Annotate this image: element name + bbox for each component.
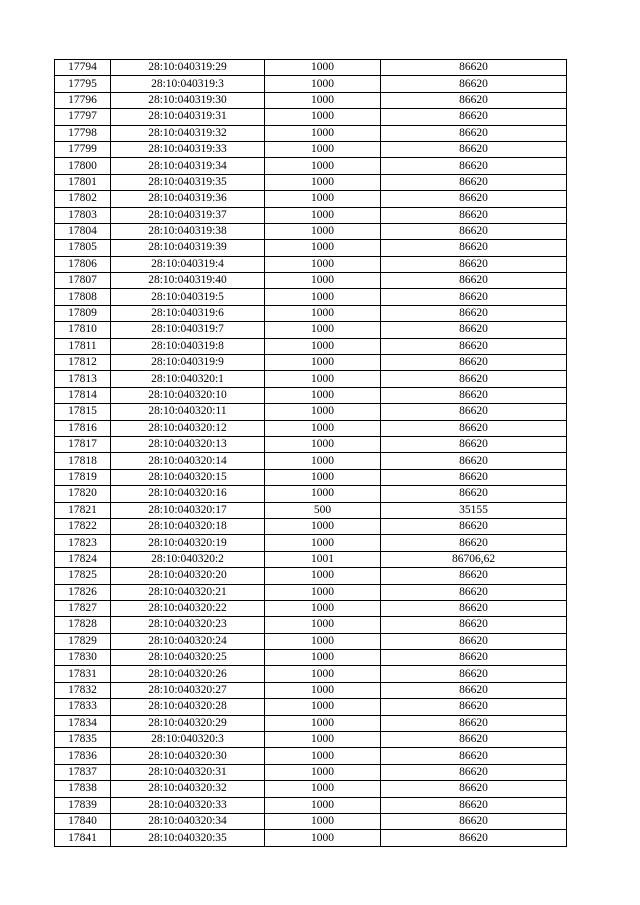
table-row bbox=[55, 256, 567, 272]
table-row bbox=[55, 633, 567, 649]
cadastral-number-cell: 28:10:040319:35 bbox=[111, 174, 265, 190]
table-row bbox=[55, 76, 567, 92]
table-row bbox=[55, 600, 567, 616]
cadastral-number-cell: 28:10:040320:32 bbox=[111, 781, 265, 797]
table-row bbox=[55, 699, 567, 715]
cadastral-number-cell: 28:10:040320:3 bbox=[111, 732, 265, 748]
cadastral-number-cell: 28:10:040319:9 bbox=[111, 355, 265, 371]
table-row bbox=[55, 60, 567, 76]
value-cell: 86620 bbox=[381, 813, 567, 829]
value-cell: 86620 bbox=[381, 305, 567, 321]
value-cell: 86620 bbox=[381, 125, 567, 141]
row-number-cell: 17822 bbox=[55, 518, 111, 534]
area-cell: 1000 bbox=[265, 289, 381, 305]
cadastral-number-cell: 28:10:040320:31 bbox=[111, 764, 265, 780]
row-number-cell: 17841 bbox=[55, 830, 111, 846]
row-number-cell: 17802 bbox=[55, 191, 111, 207]
row-number-cell: 17829 bbox=[55, 633, 111, 649]
area-cell: 1000 bbox=[265, 666, 381, 682]
cadastral-number-cell: 28:10:040319:36 bbox=[111, 191, 265, 207]
table-row bbox=[55, 781, 567, 797]
value-cell: 86620 bbox=[381, 617, 567, 633]
table-row bbox=[55, 830, 567, 846]
value-cell: 86620 bbox=[381, 568, 567, 584]
area-cell: 1000 bbox=[265, 748, 381, 764]
area-cell: 1000 bbox=[265, 600, 381, 616]
area-cell: 1000 bbox=[265, 355, 381, 371]
cadastral-number-cell: 28:10:040319:30 bbox=[111, 92, 265, 108]
cadastral-number-cell: 28:10:040320:26 bbox=[111, 666, 265, 682]
value-cell: 86620 bbox=[381, 191, 567, 207]
area-cell: 1000 bbox=[265, 764, 381, 780]
table-row bbox=[55, 813, 567, 829]
area-cell: 1000 bbox=[265, 535, 381, 551]
cadastral-number-cell: 28:10:040320:28 bbox=[111, 699, 265, 715]
area-cell: 1000 bbox=[265, 273, 381, 289]
cadastral-number-cell: 28:10:040320:13 bbox=[111, 436, 265, 452]
value-cell: 86620 bbox=[381, 584, 567, 600]
value-cell: 86620 bbox=[381, 174, 567, 190]
area-cell: 1000 bbox=[265, 322, 381, 338]
table-row bbox=[55, 535, 567, 551]
area-cell: 1000 bbox=[265, 830, 381, 846]
row-number-cell: 17823 bbox=[55, 535, 111, 551]
table-row bbox=[55, 551, 567, 567]
table-row bbox=[55, 650, 567, 666]
cadastral-number-cell: 28:10:040320:35 bbox=[111, 830, 265, 846]
cadastral-number-cell: 28:10:040319:40 bbox=[111, 273, 265, 289]
value-cell: 86620 bbox=[381, 240, 567, 256]
table-row bbox=[55, 682, 567, 698]
value-cell: 86620 bbox=[381, 420, 567, 436]
area-cell: 1000 bbox=[265, 92, 381, 108]
area-cell: 1000 bbox=[265, 568, 381, 584]
table-row bbox=[55, 371, 567, 387]
table-body bbox=[55, 60, 567, 847]
cadastral-number-cell: 28:10:040320:14 bbox=[111, 453, 265, 469]
area-cell: 1000 bbox=[265, 715, 381, 731]
cadastral-number-cell: 28:10:040320:15 bbox=[111, 469, 265, 485]
row-number-cell: 17805 bbox=[55, 240, 111, 256]
table-row bbox=[55, 109, 567, 125]
table-row bbox=[55, 617, 567, 633]
table-row bbox=[55, 387, 567, 403]
area-cell: 1000 bbox=[265, 781, 381, 797]
table-row bbox=[55, 502, 567, 518]
cadastral-number-cell: 28:10:040320:20 bbox=[111, 568, 265, 584]
area-cell: 1000 bbox=[265, 617, 381, 633]
cadastral-number-cell: 28:10:040320:10 bbox=[111, 387, 265, 403]
row-number-cell: 17833 bbox=[55, 699, 111, 715]
row-number-cell: 17801 bbox=[55, 174, 111, 190]
row-number-cell: 17811 bbox=[55, 338, 111, 354]
row-number-cell: 17831 bbox=[55, 666, 111, 682]
cadastral-number-cell: 28:10:040320:33 bbox=[111, 797, 265, 813]
cadastral-number-cell: 28:10:040320:23 bbox=[111, 617, 265, 633]
table-row bbox=[55, 486, 567, 502]
value-cell: 86620 bbox=[381, 109, 567, 125]
cadastral-number-cell: 28:10:040320:16 bbox=[111, 486, 265, 502]
area-cell: 1000 bbox=[265, 256, 381, 272]
value-cell: 86620 bbox=[381, 830, 567, 846]
cadastral-number-cell: 28:10:040320:22 bbox=[111, 600, 265, 616]
cadastral-number-cell: 28:10:040319:5 bbox=[111, 289, 265, 305]
area-cell: 1000 bbox=[265, 76, 381, 92]
table-row bbox=[55, 289, 567, 305]
cadastral-number-cell: 28:10:040319:31 bbox=[111, 109, 265, 125]
cadastral-number-cell: 28:10:040319:6 bbox=[111, 305, 265, 321]
row-number-cell: 17814 bbox=[55, 387, 111, 403]
table-row bbox=[55, 518, 567, 534]
area-cell: 1000 bbox=[265, 732, 381, 748]
cadastral-number-cell: 28:10:040320:1 bbox=[111, 371, 265, 387]
value-cell: 86620 bbox=[381, 781, 567, 797]
value-cell: 86620 bbox=[381, 92, 567, 108]
row-number-cell: 17807 bbox=[55, 273, 111, 289]
cadastral-number-cell: 28:10:040319:39 bbox=[111, 240, 265, 256]
row-number-cell: 17827 bbox=[55, 600, 111, 616]
table-row bbox=[55, 273, 567, 289]
area-cell: 1000 bbox=[265, 650, 381, 666]
cadastral-number-cell: 28:10:040320:11 bbox=[111, 404, 265, 420]
value-cell: 35155 bbox=[381, 502, 567, 518]
row-number-cell: 17798 bbox=[55, 125, 111, 141]
row-number-cell: 17809 bbox=[55, 305, 111, 321]
cadastral-number-cell: 28:10:040320:17 bbox=[111, 502, 265, 518]
area-cell: 1000 bbox=[265, 305, 381, 321]
cadastral-number-cell: 28:10:040319:33 bbox=[111, 141, 265, 157]
row-number-cell: 17832 bbox=[55, 682, 111, 698]
cadastral-number-cell: 28:10:040320:29 bbox=[111, 715, 265, 731]
area-cell: 1000 bbox=[265, 60, 381, 76]
table-row bbox=[55, 191, 567, 207]
table-row bbox=[55, 568, 567, 584]
area-cell: 1000 bbox=[265, 174, 381, 190]
area-cell: 1000 bbox=[265, 682, 381, 698]
cadastral-number-cell: 28:10:040319:3 bbox=[111, 76, 265, 92]
row-number-cell: 17796 bbox=[55, 92, 111, 108]
area-cell: 1000 bbox=[265, 813, 381, 829]
value-cell: 86620 bbox=[381, 535, 567, 551]
row-number-cell: 17825 bbox=[55, 568, 111, 584]
value-cell: 86620 bbox=[381, 633, 567, 649]
table-row bbox=[55, 174, 567, 190]
table-row bbox=[55, 584, 567, 600]
cadastral-number-cell: 28:10:040320:27 bbox=[111, 682, 265, 698]
cadastral-number-cell: 28:10:040319:32 bbox=[111, 125, 265, 141]
row-number-cell: 17800 bbox=[55, 158, 111, 174]
value-cell: 86620 bbox=[381, 436, 567, 452]
table-row bbox=[55, 420, 567, 436]
value-cell: 86620 bbox=[381, 355, 567, 371]
table-row bbox=[55, 732, 567, 748]
table-row bbox=[55, 223, 567, 239]
table-row bbox=[55, 404, 567, 420]
area-cell: 1000 bbox=[265, 223, 381, 239]
cadastral-number-cell: 28:10:040320:30 bbox=[111, 748, 265, 764]
table-row bbox=[55, 666, 567, 682]
table-row bbox=[55, 207, 567, 223]
table-row bbox=[55, 322, 567, 338]
row-number-cell: 17826 bbox=[55, 584, 111, 600]
parcel-table bbox=[54, 59, 567, 847]
value-cell: 86620 bbox=[381, 797, 567, 813]
value-cell: 86620 bbox=[381, 732, 567, 748]
cadastral-number-cell: 28:10:040319:37 bbox=[111, 207, 265, 223]
row-number-cell: 17839 bbox=[55, 797, 111, 813]
area-cell: 1000 bbox=[265, 125, 381, 141]
row-number-cell: 17819 bbox=[55, 469, 111, 485]
row-number-cell: 17799 bbox=[55, 141, 111, 157]
area-cell: 1000 bbox=[265, 699, 381, 715]
area-cell: 1000 bbox=[265, 207, 381, 223]
row-number-cell: 17813 bbox=[55, 371, 111, 387]
area-cell: 500 bbox=[265, 502, 381, 518]
value-cell: 86620 bbox=[381, 469, 567, 485]
table-row bbox=[55, 453, 567, 469]
area-cell: 1000 bbox=[265, 584, 381, 600]
row-number-cell: 17812 bbox=[55, 355, 111, 371]
table-row bbox=[55, 355, 567, 371]
cadastral-number-cell: 28:10:040320:25 bbox=[111, 650, 265, 666]
table-row bbox=[55, 748, 567, 764]
cadastral-number-cell: 28:10:040319:4 bbox=[111, 256, 265, 272]
cadastral-number-cell: 28:10:040320:12 bbox=[111, 420, 265, 436]
value-cell: 86620 bbox=[381, 371, 567, 387]
area-cell: 1000 bbox=[265, 158, 381, 174]
area-cell: 1000 bbox=[265, 338, 381, 354]
value-cell: 86620 bbox=[381, 699, 567, 715]
area-cell: 1000 bbox=[265, 469, 381, 485]
area-cell: 1000 bbox=[265, 404, 381, 420]
value-cell: 86620 bbox=[381, 322, 567, 338]
value-cell: 86620 bbox=[381, 748, 567, 764]
row-number-cell: 17795 bbox=[55, 76, 111, 92]
row-number-cell: 17835 bbox=[55, 732, 111, 748]
value-cell: 86620 bbox=[381, 141, 567, 157]
row-number-cell: 17810 bbox=[55, 322, 111, 338]
value-cell: 86620 bbox=[381, 453, 567, 469]
row-number-cell: 17818 bbox=[55, 453, 111, 469]
area-cell: 1000 bbox=[265, 797, 381, 813]
row-number-cell: 17821 bbox=[55, 502, 111, 518]
row-number-cell: 17806 bbox=[55, 256, 111, 272]
table-row bbox=[55, 92, 567, 108]
table-row bbox=[55, 338, 567, 354]
value-cell: 86620 bbox=[381, 158, 567, 174]
area-cell: 1000 bbox=[265, 436, 381, 452]
area-cell: 1000 bbox=[265, 633, 381, 649]
row-number-cell: 17808 bbox=[55, 289, 111, 305]
table-row bbox=[55, 469, 567, 485]
area-cell: 1000 bbox=[265, 453, 381, 469]
row-number-cell: 17803 bbox=[55, 207, 111, 223]
value-cell: 86620 bbox=[381, 207, 567, 223]
row-number-cell: 17794 bbox=[55, 60, 111, 76]
area-cell: 1001 bbox=[265, 551, 381, 567]
table-row bbox=[55, 715, 567, 731]
table-row bbox=[55, 436, 567, 452]
area-cell: 1000 bbox=[265, 486, 381, 502]
row-number-cell: 17815 bbox=[55, 404, 111, 420]
row-number-cell: 17830 bbox=[55, 650, 111, 666]
cadastral-number-cell: 28:10:040319:38 bbox=[111, 223, 265, 239]
value-cell: 86620 bbox=[381, 650, 567, 666]
row-number-cell: 17824 bbox=[55, 551, 111, 567]
cadastral-number-cell: 28:10:040320:18 bbox=[111, 518, 265, 534]
value-cell: 86620 bbox=[381, 486, 567, 502]
value-cell: 86620 bbox=[381, 338, 567, 354]
value-cell: 86620 bbox=[381, 682, 567, 698]
row-number-cell: 17817 bbox=[55, 436, 111, 452]
value-cell: 86620 bbox=[381, 715, 567, 731]
area-cell: 1000 bbox=[265, 109, 381, 125]
cadastral-number-cell: 28:10:040319:8 bbox=[111, 338, 265, 354]
area-cell: 1000 bbox=[265, 518, 381, 534]
table-row bbox=[55, 764, 567, 780]
area-cell: 1000 bbox=[265, 371, 381, 387]
value-cell: 86620 bbox=[381, 76, 567, 92]
value-cell: 86620 bbox=[381, 518, 567, 534]
row-number-cell: 17838 bbox=[55, 781, 111, 797]
row-number-cell: 17836 bbox=[55, 748, 111, 764]
area-cell: 1000 bbox=[265, 387, 381, 403]
cadastral-number-cell: 28:10:040319:29 bbox=[111, 60, 265, 76]
row-number-cell: 17837 bbox=[55, 764, 111, 780]
value-cell: 86620 bbox=[381, 764, 567, 780]
table-row bbox=[55, 158, 567, 174]
value-cell: 86620 bbox=[381, 404, 567, 420]
value-cell: 86620 bbox=[381, 256, 567, 272]
row-number-cell: 17820 bbox=[55, 486, 111, 502]
table-row bbox=[55, 240, 567, 256]
area-cell: 1000 bbox=[265, 240, 381, 256]
cadastral-number-cell: 28:10:040319:34 bbox=[111, 158, 265, 174]
cadastral-number-cell: 28:10:040319:7 bbox=[111, 322, 265, 338]
value-cell: 86620 bbox=[381, 60, 567, 76]
cadastral-number-cell: 28:10:040320:21 bbox=[111, 584, 265, 600]
value-cell: 86620 bbox=[381, 600, 567, 616]
value-cell: 86620 bbox=[381, 387, 567, 403]
cadastral-number-cell: 28:10:040320:2 bbox=[111, 551, 265, 567]
value-cell: 86620 bbox=[381, 273, 567, 289]
value-cell: 86620 bbox=[381, 289, 567, 305]
value-cell: 86620 bbox=[381, 223, 567, 239]
table-row bbox=[55, 797, 567, 813]
table-row bbox=[55, 125, 567, 141]
area-cell: 1000 bbox=[265, 191, 381, 207]
area-cell: 1000 bbox=[265, 420, 381, 436]
table-row bbox=[55, 305, 567, 321]
cadastral-number-cell: 28:10:040320:19 bbox=[111, 535, 265, 551]
row-number-cell: 17834 bbox=[55, 715, 111, 731]
row-number-cell: 17828 bbox=[55, 617, 111, 633]
row-number-cell: 17804 bbox=[55, 223, 111, 239]
row-number-cell: 17840 bbox=[55, 813, 111, 829]
cadastral-number-cell: 28:10:040320:34 bbox=[111, 813, 265, 829]
table-row bbox=[55, 141, 567, 157]
row-number-cell: 17797 bbox=[55, 109, 111, 125]
value-cell: 86620 bbox=[381, 666, 567, 682]
area-cell: 1000 bbox=[265, 141, 381, 157]
value-cell: 86706,62 bbox=[381, 551, 567, 567]
cadastral-number-cell: 28:10:040320:24 bbox=[111, 633, 265, 649]
row-number-cell: 17816 bbox=[55, 420, 111, 436]
